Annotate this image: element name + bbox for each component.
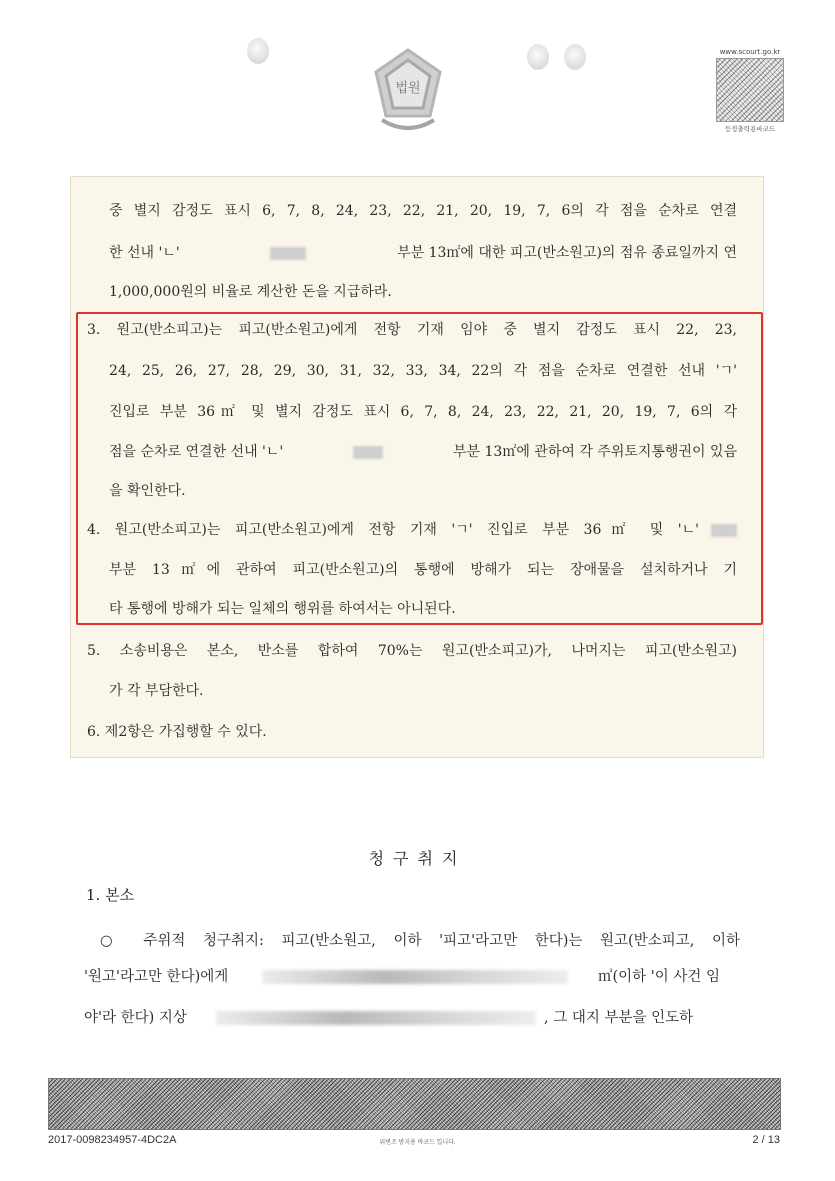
claim-line3-start: 야'라 한다) 지상 bbox=[84, 1010, 187, 1026]
anti-forgery-barcode bbox=[48, 1078, 781, 1130]
page-number: 2 / 13 bbox=[752, 1134, 780, 1146]
verify-caption: 등정출력용바코드 bbox=[724, 125, 776, 133]
item4-line1-text: 4. 원고(반소피고)는 피고(반소원고)에게 전항 기재 'ㄱ' 진입로 부분 36㎡ 및 'ㄴ' bbox=[87, 522, 699, 538]
court-seal-icon bbox=[368, 46, 448, 132]
verify-url: www.scourt.go.kr bbox=[719, 48, 781, 56]
item5-line1: 5. 소송비용은 본소, 반소를 합하여 70%는 원고(반소피고)가, 나머지는 피고(반소원고) bbox=[87, 643, 737, 659]
claim-line3-end: , 그 대지 부분을 인도하 bbox=[544, 1010, 694, 1026]
item2-line2-start: 한 선내 'ㄴ' bbox=[109, 245, 180, 261]
court-seal-text: 법원 bbox=[395, 81, 421, 96]
item3-line5: 을 확인한다. bbox=[109, 483, 186, 499]
item3-line4-end: 부분 13㎡에 관하여 각 주위토지통행권이 있음 bbox=[453, 444, 737, 460]
claim-line1: ○ 주위적 청구취지: 피고(반소원고, 이하 '피고'라고만 한다)는 원고(반소피고, 이하 bbox=[100, 933, 740, 949]
redacted-text bbox=[262, 970, 568, 984]
item3-line2: 24, 25, 26, 27, 28, 29, 30, 31, 32, 33, 34, 22의 각 점을 순차로 연결한 선내 'ㄱ' bbox=[109, 363, 737, 379]
barcode-caption: 위변조 방지용 바코드 입니다. bbox=[379, 1140, 456, 1146]
document-id: 2017-0098234957-4DC2A bbox=[48, 1134, 177, 1146]
item5-line2: 가 각 부담한다. bbox=[109, 683, 204, 699]
redacted-text bbox=[216, 1011, 536, 1025]
subheading-main-claim: 1. 본소 bbox=[86, 886, 135, 904]
item2-line2-end: 부분 13㎡에 대한 피고(반소원고)의 점유 종료일까지 연 bbox=[397, 245, 737, 261]
item4-line3: 타 통행에 방해가 되는 일체의 행위를 하여서는 아니된다. bbox=[109, 601, 456, 617]
item4-line2: 부분 13㎡에 관하여 피고(반소원고)의 통행에 방해가 되는 장애물을 설치하거나 기 bbox=[109, 562, 737, 578]
redacted-text bbox=[270, 247, 306, 260]
item6-line1: 6. 제2항은 가집행할 수 있다. bbox=[87, 724, 267, 740]
item3-line4-start: 점을 순차로 연결한 선내 'ㄴ' bbox=[109, 444, 284, 460]
punch-hole-left bbox=[247, 38, 269, 64]
section-title: 청구취지 bbox=[368, 849, 467, 868]
claim-line2-start: '원고'라고만 한다)에게 bbox=[84, 969, 229, 985]
highlight-box bbox=[76, 312, 763, 625]
item3-line1: 3. 원고(반소피고)는 피고(반소원고)에게 전항 기재 임야 중 별지 감정도 표시 22, 23, bbox=[87, 322, 737, 338]
verification-barcode bbox=[716, 48, 784, 133]
punch-hole-mid bbox=[527, 44, 549, 70]
item2-line2 bbox=[109, 243, 737, 263]
punch-hole-right bbox=[564, 44, 586, 70]
item2-line1: 중 별지 감정도 표시 6, 7, 8, 24, 23, 22, 21, 20, 19, 7, 6의 각 점을 순차로 연결 bbox=[109, 203, 737, 219]
qr-code-icon bbox=[716, 58, 784, 122]
item2-line3: 1,000,000원의 비율로 계산한 돈을 지급하라. bbox=[109, 284, 392, 300]
item3-line3: 진입로 부분 36㎡ 및 별지 감정도 표시 6, 7, 8, 24, 23, 22, 21, 20, 19, 7, 6의 각 bbox=[109, 404, 737, 420]
claim-line2-end: ㎡(이하 '이 사건 임 bbox=[598, 969, 721, 985]
